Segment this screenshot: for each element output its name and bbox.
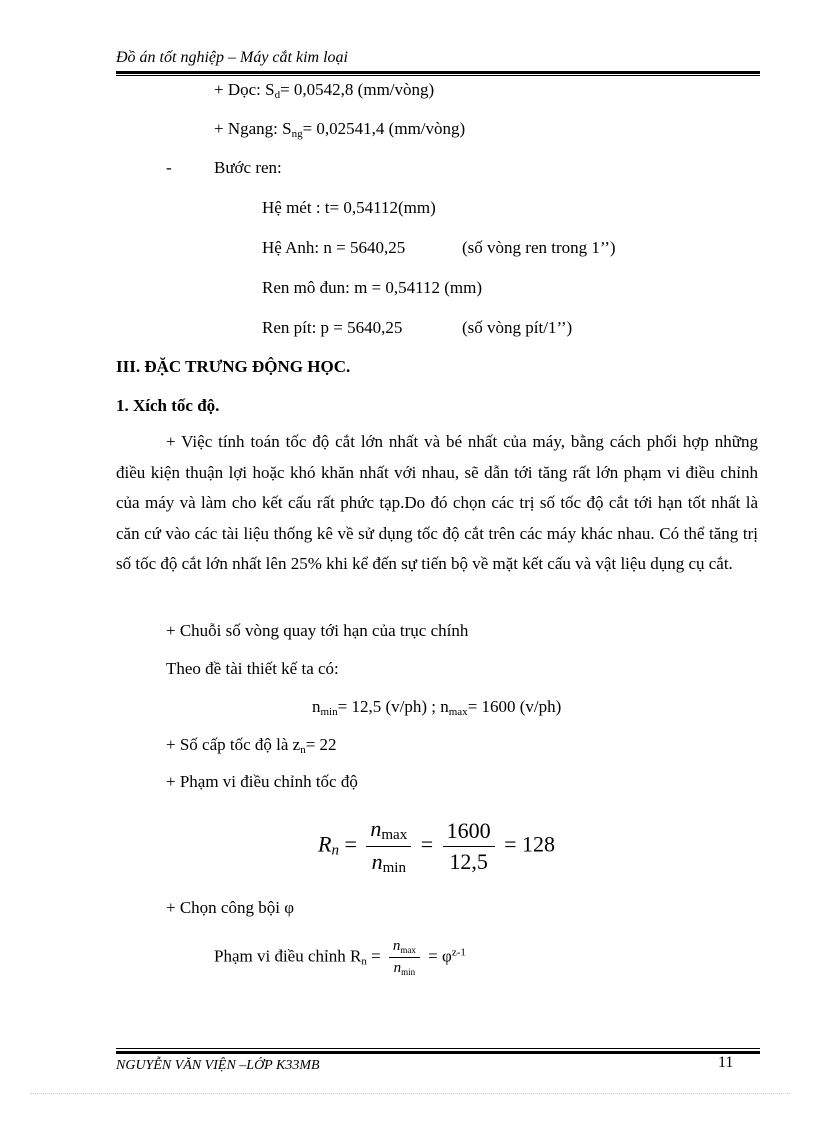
page-edge-divider: [30, 1093, 790, 1094]
spindle-speed-series: + Chuỗi số vòng quay tới hạn của trục chính: [166, 621, 469, 640]
header-rule: [116, 71, 760, 74]
subsection-heading: 1. Xích tốc độ.: [116, 396, 220, 415]
footer-rule-thin: [116, 1048, 760, 1049]
list-dash: -: [166, 158, 172, 177]
footer-rule: [116, 1051, 760, 1054]
speed-range-label: + Phạm vi điều chỉnh tốc độ: [166, 772, 358, 791]
page-number: 11: [718, 1054, 734, 1071]
section-heading: III. ĐẶC TRƯNG ĐỘNG HỌC.: [116, 357, 351, 376]
feed-transverse: + Ngang: $S_{ng}= 0,02541,4$ (mm/vòng): [214, 119, 466, 140]
header-rule-thin: [116, 75, 760, 76]
header-title: Đồ án tốt nghiệp – Máy cắt kim loại: [116, 49, 348, 66]
design-intro: Theo đề tài thiết kế ta có:: [166, 659, 339, 678]
thread-pitch-label: Bước ren:: [214, 158, 282, 177]
fraction-symbolic: $\frac{n_{max}}{n_{min}}$: [366, 816, 411, 877]
pitch-thread: Ren pít: p = 5640,25: [262, 318, 403, 337]
fraction-ratio: $\frac{n_{max}}{n_{min}}$: [389, 938, 420, 977]
footer-author: NGUYỄN VĂN VIỆN –LỚP K33MB: [116, 1058, 320, 1073]
pitch-thread-note: (số vòng pít/1’’): [462, 318, 573, 337]
speed-limits: $n_{min}= 12,5$ (v/ph) ; $n_{max}= 1600$ (v/ph): [312, 697, 562, 718]
metric-thread: Hệ mét : t= 0,54112(mm): [262, 198, 436, 217]
body-paragraph: + Việc tính toán tốc độ cắt lớn nhất và bé nhất của máy, bằng cách phối hợp những điều kiện thuận lợi hoặc khó khăn nhất với nhau, sẽ dẫn tới tăng rất lớn phạm vi điều chỉnh của máy và làm cho kết cấu rất phức tạp.Do đó chọn các trị số tốc độ cắt tới hạn tốt nhất là căn cứ vào các tài liệu thống kê về sử dụng tốc độ cắt trên các máy khác nhau. Có thể tăng trị số tốc độ cắt lớn nhất lên 25% khi kể đến sự tiến bộ về mặt kết cấu và vật liệu dụng cụ cắt.: [116, 432, 758, 573]
speed-steps: + Số cấp tốc độ là $z_n= 22$: [166, 735, 337, 756]
speed-range-formula: $R_n$ = $\frac{n_{max}}{n_{min}}$ = $\frac{1600}{12,5}$ = 128: [318, 816, 556, 876]
ratio-formula: Phạm vi điều chỉnh $R_n$ = $\frac{n_{max}}{n_{min}}$ = $\varphi^{z-1}$: [214, 938, 466, 977]
fraction-numeric: $\frac{1600}{12,5}$: [443, 818, 495, 875]
inch-thread-note: (số vòng ren trong 1’’): [462, 238, 616, 257]
inch-thread: Hệ Anh: n = 5640,25: [262, 238, 406, 257]
ratio-choice: + Chọn công bội φ: [166, 898, 295, 917]
module-thread: Ren mô đun: m = 0,54112 (mm): [262, 278, 483, 297]
feed-longitudinal: + Dọc: $S_d= 0,0542,8$ (mm/vòng): [214, 80, 435, 101]
